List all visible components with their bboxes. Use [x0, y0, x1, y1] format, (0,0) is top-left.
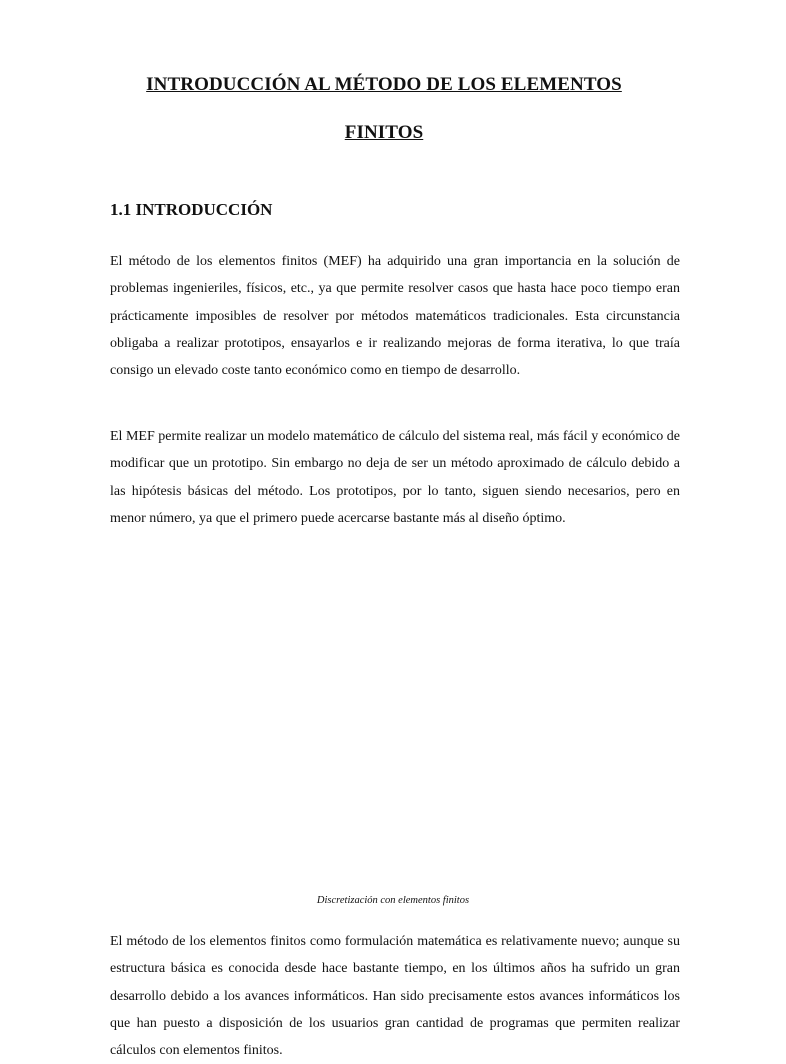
document-title-line-1: INTRODUCCIÓN AL MÉTODO DE LOS ELEMENTOS — [146, 74, 622, 95]
figure-caption: Discretización con elementos finitos — [316, 895, 470, 906]
figure-placeholder — [110, 575, 680, 875]
paragraph-2: El MEF permite realizar un modelo matemático de cálculo del sistema real, más fácil y económico de modificar que un prototipo. Sin embargo no deja de ser un método aproximado de cálculo debido a las hipótesis básicas del método. Los prototipos, por lo tanto, siguen siendo necesarios, pero en menor número, ya que el primero puede acercarse bastante más al diseño óptimo. — [110, 429, 680, 526]
section-heading: 1.1 INTRODUCCIÓN — [110, 200, 273, 219]
document-title-line-2: FINITOS — [344, 122, 424, 143]
paragraph-1: El método de los elementos finitos (MEF) ha adquirido una gran importancia en la solución de problemas ingenieriles, físicos, etc., ya que permite resolver casos que hasta hace poco tiempo eran prácticamente imposibles de resolver por métodos matemáticos tradicionales. Esta circunstancia obligaba a realizar prototipos, ensayarlos e ir realizando mejoras de forma iterativa, lo que traía consigo un elevado coste tanto económico como en tiempo de desarrollo. — [110, 254, 680, 379]
paragraph-3: El método de los elementos finitos como formulación matemática es relativamente nuevo; aunque su estructura básica es conocida desde hace bastante tiempo, en los últimos años ha sufrido un gran desarrollo debido a los avances informáticos. Han sido precisamente estos avances informáticos los que han puesto a disposición de los usuarios gran cantidad de programas que permiten realizar cálculos con elementos finitos. — [110, 934, 680, 1059]
